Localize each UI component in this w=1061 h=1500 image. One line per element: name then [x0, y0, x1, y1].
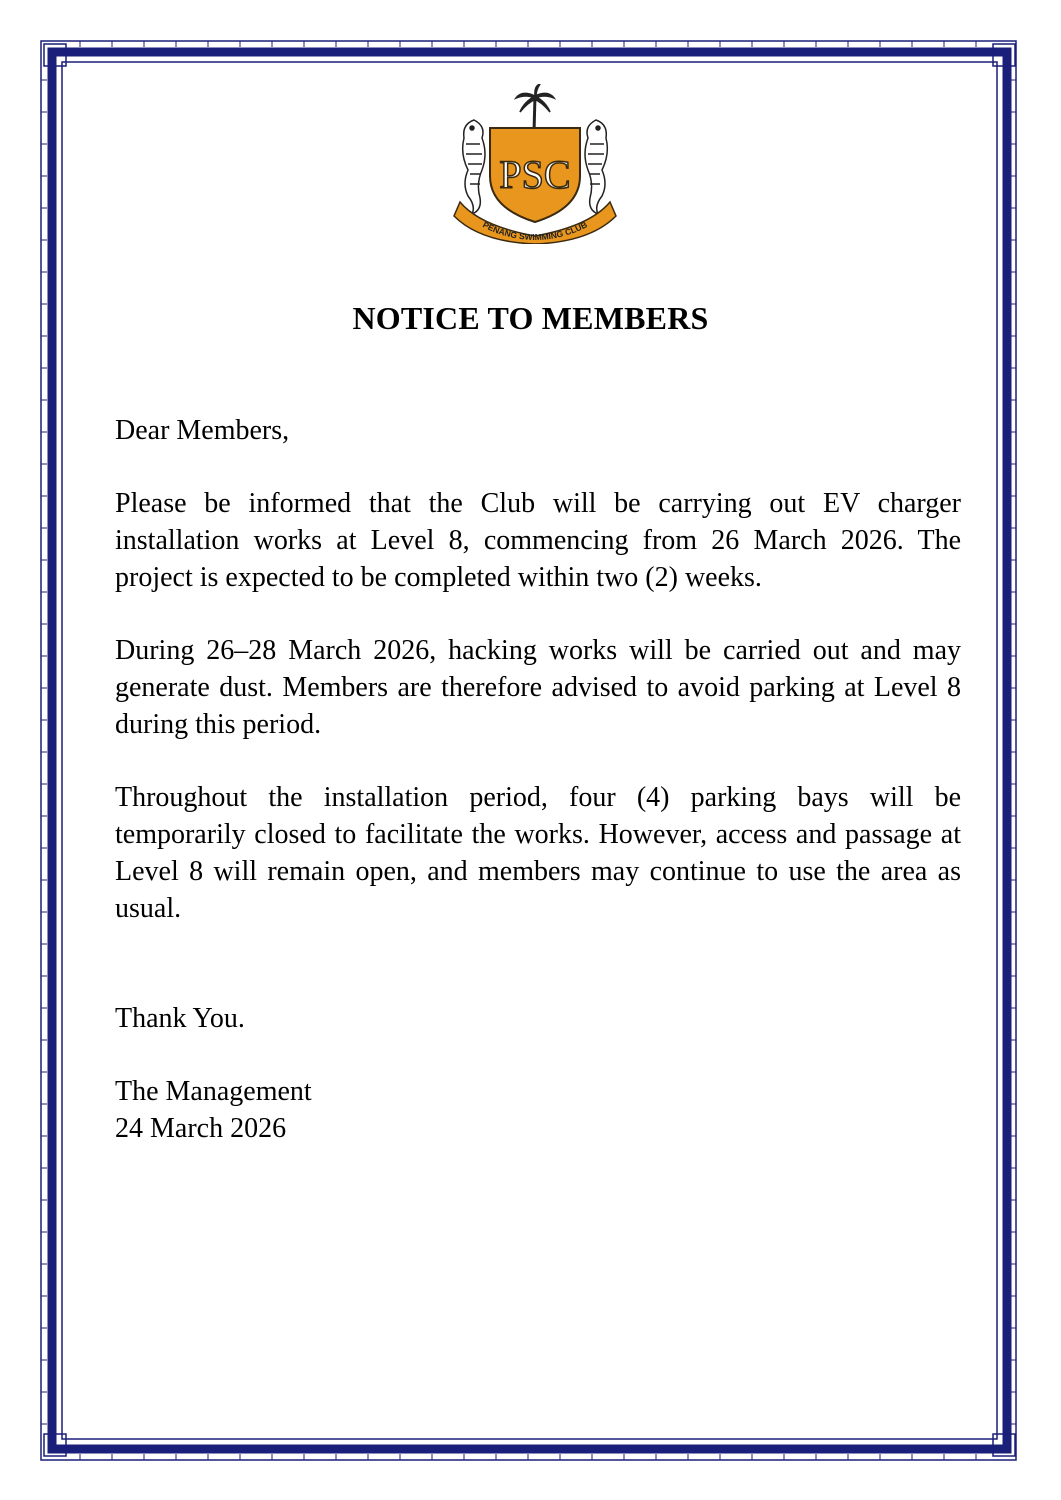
paragraph-3: Throughout the installation period, four (4) parking bays will be temporarily closed to facilitate the works. However, access and passage at Level 8 will remain open, and members may continue to use the area as usual. [115, 782, 961, 924]
seahorse-left-icon [463, 120, 485, 214]
paragraph-2: During 26–28 March 2026, hacking works will be carried out and may generate dust. Members are therefore advised to avoid parking at Level 8 during this period. [115, 635, 961, 740]
crest-ribbon-text: PENANG SWIMMING CLUB [481, 219, 589, 243]
notice-title: NOTICE TO MEMBERS [352, 300, 709, 336]
seahorse-right-icon [585, 120, 607, 214]
closing-line: Thank You. [115, 1003, 245, 1034]
club-crest-icon [450, 84, 620, 244]
crest-monogram: PSC [499, 152, 571, 197]
notice-body [115, 412, 961, 1147]
paragraph-1: Please be informed that the Club will be carrying out EV charger installation works at Level 8, commencing from 26 March 2026. The project is expected to be completed within two (2) weeks. [115, 488, 961, 593]
notice-date: 24 March 2026 [115, 1113, 287, 1144]
signature: The Management [115, 1076, 312, 1107]
salutation: Dear Members, [115, 415, 290, 446]
